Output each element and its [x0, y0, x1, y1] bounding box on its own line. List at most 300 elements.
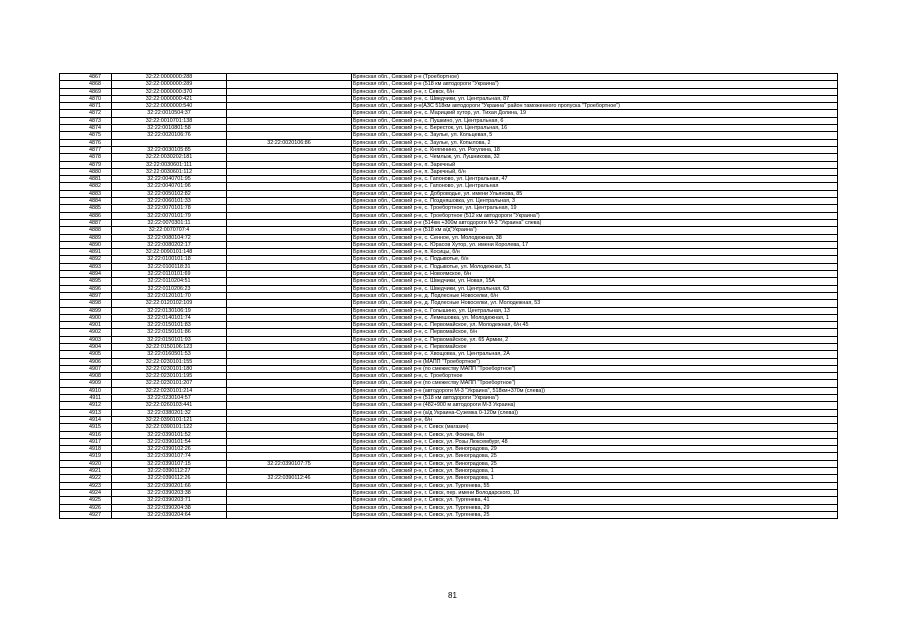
linked-cadastral-number-cell	[227, 271, 352, 278]
row-number-cell: 4879	[60, 161, 112, 168]
table-row	[60, 343, 838, 350]
row-number-cell: 4873	[60, 117, 112, 124]
cadastral-number-cell: 32:22:0060101:33	[112, 198, 227, 205]
row-number-cell: 4925	[60, 497, 112, 504]
cadastral-number-cell: 32:22:0390201:66	[112, 482, 227, 489]
linked-cadastral-number-cell	[227, 504, 352, 511]
address-cell: Брянская обл., Севский р-н, г. Севск, ул. Тургенева, 55	[352, 482, 838, 489]
address-cell: Брянская обл., Севский р-н, с. Лемешовка, ул. Молодежная, 1	[352, 314, 838, 321]
address-cell: Брянская обл., Севский р-н, с. Первомайское, ул. 65 Армии, 2	[352, 336, 838, 343]
table-row	[60, 402, 838, 409]
address-cell: Брянская обл., Севский р-н, с. Подывотье, б/н	[352, 256, 838, 263]
table-row	[60, 278, 838, 285]
cadastral-number-cell: 32:22:0030202:181	[112, 154, 227, 161]
cadastral-number-cell: 32:22:0390101:122	[112, 424, 227, 431]
row-number-cell: 4916	[60, 431, 112, 438]
row-number-cell: 4923	[60, 482, 112, 489]
linked-cadastral-number-cell	[227, 314, 352, 321]
address-cell: Брянская обл., Севский р-н, г. Севск, пер. имени Володарского, 10	[352, 489, 838, 496]
row-number-cell: 4907	[60, 365, 112, 372]
cadastral-number-cell: 32:22:0390204:38	[112, 504, 227, 511]
address-cell: Брянская обл., Севский р-н (518 км автодороги "Украина")	[352, 395, 838, 402]
cadastral-number-cell: 32:22:0100118:31	[112, 263, 227, 270]
linked-cadastral-number-cell	[227, 241, 352, 248]
linked-cadastral-number-cell	[227, 373, 352, 380]
cadastral-number-cell: 32:22:0230101:180	[112, 365, 227, 372]
cadastral-number-cell: 32:22:0000000:421	[112, 95, 227, 102]
cadastral-number-cell: 32:22:0390112:27	[112, 468, 227, 475]
row-number-cell: 4899	[60, 307, 112, 314]
linked-cadastral-number-cell	[227, 409, 352, 416]
address-cell: Брянская обл., Севский р-н, г. Севск, ул. Виноградова, 25	[352, 460, 838, 467]
cadastral-number-cell: 32:22:0140101:74	[112, 314, 227, 321]
cadastral-number-cell: 32:22:0070101:79	[112, 212, 227, 219]
row-number-cell: 4900	[60, 314, 112, 321]
row-number-cell: 4920	[60, 460, 112, 467]
table-row	[60, 154, 838, 161]
address-cell: Брянская обл., Севский р-н, с. Княгинино, ул. Рогулина, 18	[352, 146, 838, 153]
table-row	[60, 74, 838, 81]
linked-cadastral-number-cell	[227, 183, 352, 190]
table-row	[60, 234, 838, 241]
cadastral-number-cell: 32:22:0110101:69	[112, 271, 227, 278]
address-cell: Брянская обл., Севский р-н, г. Севск, ул. Виноградова, 25	[352, 453, 838, 460]
cadastral-number-cell: 32:22:0390102:26	[112, 446, 227, 453]
cadastral-number-cell: 32:22:0230101:195	[112, 373, 227, 380]
row-number-cell: 4875	[60, 132, 112, 139]
cadastral-number-cell: 32:22:0080202:17	[112, 241, 227, 248]
linked-cadastral-number-cell	[227, 446, 352, 453]
cadastral-number-cell: 32:22:0100101:18	[112, 256, 227, 263]
row-number-cell: 4889	[60, 234, 112, 241]
table-row	[60, 117, 838, 124]
row-number-cell: 4919	[60, 453, 112, 460]
table-row	[60, 380, 838, 387]
linked-cadastral-number-cell	[227, 176, 352, 183]
address-cell: Брянская обл., Севский р-н, г. Севск, ул. Розы Люксембург, 48	[352, 438, 838, 445]
row-number-cell: 4913	[60, 409, 112, 416]
row-number-cell: 4911	[60, 395, 112, 402]
cadastral-number-cell: 32:22:0010504:37	[112, 110, 227, 117]
table-row	[60, 103, 838, 110]
cadastral-number-cell: 32:22:0150101:83	[112, 322, 227, 329]
address-cell: Брянская обл., Севский р-н, д. Подлесные Новоселки, ул. Молодежная, 53	[352, 300, 838, 307]
linked-cadastral-number-cell	[227, 190, 352, 197]
address-cell: Брянская обл., Севский р-н, с. Чемлыж, ул. Лушникова, 32	[352, 154, 838, 161]
linked-cadastral-number-cell	[227, 482, 352, 489]
table-row	[60, 183, 838, 190]
row-number-cell: 4894	[60, 271, 112, 278]
table-row	[60, 285, 838, 292]
linked-cadastral-number-cell	[227, 234, 352, 241]
linked-cadastral-number-cell	[227, 351, 352, 358]
table-row	[60, 358, 838, 365]
cadastral-number-cell	[112, 139, 227, 146]
table-row	[60, 132, 838, 139]
table-row	[60, 431, 838, 438]
linked-cadastral-number-cell	[227, 329, 352, 336]
address-cell: Брянская обл., Севский р-н, г. Севск, ул. Тургенева, 29	[352, 504, 838, 511]
row-number-cell: 4908	[60, 373, 112, 380]
linked-cadastral-number-cell	[227, 125, 352, 132]
row-number-cell: 4877	[60, 146, 112, 153]
address-cell: Брянская обл., Севский р-н (514км +300м автодороги М-3 "Украина" слева)	[352, 219, 838, 226]
cadastral-number-cell: 32:22:0000000:370	[112, 88, 227, 95]
row-number-cell: 4910	[60, 387, 112, 394]
row-number-cell: 4921	[60, 468, 112, 475]
row-number-cell: 4892	[60, 256, 112, 263]
address-cell: Брянская обл., Севский р-н(АЗС 518км автодороги "Украина" район таможенного пропуска "Троебортное")	[352, 103, 838, 110]
row-number-cell: 4872	[60, 110, 112, 117]
table-row	[60, 446, 838, 453]
address-cell: Брянская обл., Севский р-н, с. Пушкино, ул. Центральная, 6	[352, 117, 838, 124]
address-cell: Брянская обл., Севский р-н, с. Шведчики, ул. Новая, 15А	[352, 278, 838, 285]
linked-cadastral-number-cell	[227, 74, 352, 81]
address-cell: Брянская обл., Севский р-н, с. Первомайское	[352, 343, 838, 350]
cadastral-number-cell: 32:22:0050102:82	[112, 190, 227, 197]
table-row	[60, 475, 838, 482]
table-row	[60, 256, 838, 263]
linked-cadastral-number-cell	[227, 198, 352, 205]
table-row	[60, 176, 838, 183]
address-cell: Брянская обл., Севский р-н, г. Севск, ул. Тургенева, 41	[352, 497, 838, 504]
table-row	[60, 227, 838, 234]
table-row	[60, 453, 838, 460]
cadastral-number-cell: 32:22:0390101:54	[112, 438, 227, 445]
address-cell: Брянская обл., Севский р-н, п. Заречный	[352, 161, 838, 168]
cadastral-number-cell: 32:22:0390107:15	[112, 460, 227, 467]
linked-cadastral-number-cell	[227, 511, 352, 518]
table-body	[60, 74, 838, 519]
linked-cadastral-number-cell	[227, 205, 352, 212]
row-number-cell: 4897	[60, 292, 112, 299]
row-number-cell: 4881	[60, 176, 112, 183]
linked-cadastral-number-cell	[227, 95, 352, 102]
row-number-cell: 4917	[60, 438, 112, 445]
linked-cadastral-number-cell: 32:22:0020106:86	[227, 139, 352, 146]
table-row	[60, 161, 838, 168]
linked-cadastral-number-cell	[227, 358, 352, 365]
cadastral-number-cell: 32:22:0040701:95	[112, 176, 227, 183]
table-row	[60, 205, 838, 212]
table-row	[60, 489, 838, 496]
row-number-cell: 4912	[60, 402, 112, 409]
address-cell: Брянская обл., Севский р-н, с. Троебортное	[352, 373, 838, 380]
linked-cadastral-number-cell	[227, 168, 352, 175]
row-number-cell: 4914	[60, 416, 112, 423]
table-row	[60, 322, 838, 329]
cadastral-number-cell: 32:22:0390101:121	[112, 416, 227, 423]
address-cell: Брянская обл., Севский р-н, д. Подлесные Новоселки, б/н	[352, 292, 838, 299]
row-number-cell: 4896	[60, 285, 112, 292]
address-cell: Брянская обл., Севский р-н, п. Косицы, б/н	[352, 249, 838, 256]
row-number-cell: 4871	[60, 103, 112, 110]
address-cell: Брянская обл., Севский р-н, г. Севск, ул. Виноградова, 29	[352, 446, 838, 453]
address-cell: Брянская обл., Севский р-н, с. Заулье, ул. Кольцевая, 5	[352, 132, 838, 139]
table-row	[60, 146, 838, 153]
address-cell: Брянская обл., Севский р-н (а/д Украина-Суземка 0-120м (слева))	[352, 409, 838, 416]
table-row	[60, 351, 838, 358]
linked-cadastral-number-cell	[227, 431, 352, 438]
linked-cadastral-number-cell	[227, 336, 352, 343]
cadastral-number-cell: 32:22:0000000:540	[112, 103, 227, 110]
address-cell: Брянская обл., Севский р-н, с. Первомайское, б/н	[352, 329, 838, 336]
linked-cadastral-number-cell	[227, 343, 352, 350]
table-row	[60, 387, 838, 394]
row-number-cell: 4926	[60, 504, 112, 511]
cadastral-number-cell: 32:22:0000000:288	[112, 74, 227, 81]
address-cell: Брянская обл., Севский р-н (по смежеству МАПП "Троебортное")	[352, 365, 838, 372]
row-number-cell: 4895	[60, 278, 112, 285]
linked-cadastral-number-cell: 32:22:0390112:46	[227, 475, 352, 482]
linked-cadastral-number-cell: 32:22:0390107:75	[227, 460, 352, 467]
table-row	[60, 88, 838, 95]
cadastral-number-cell: 32:22:0390112:26	[112, 475, 227, 482]
cadastral-number-cell: 32:22:0390203:38	[112, 489, 227, 496]
table-row	[60, 497, 838, 504]
address-cell: Брянская обл., Севский р-н, с. Гапоново, ул. Центральная, 47	[352, 176, 838, 183]
linked-cadastral-number-cell	[227, 365, 352, 372]
row-number-cell: 4886	[60, 212, 112, 219]
cadastral-number-cell: 32:22:0150101:86	[112, 329, 227, 336]
cadastral-number-cell: 32:22:0070301:11	[112, 219, 227, 226]
row-number-cell: 4868	[60, 81, 112, 88]
page-number: 81	[448, 591, 457, 600]
linked-cadastral-number-cell	[227, 300, 352, 307]
row-number-cell: 4918	[60, 446, 112, 453]
table-row	[60, 329, 838, 336]
address-cell: Брянская обл., Севский р-н, г. Севск, ул. Виноградова, 1	[352, 475, 838, 482]
address-cell: Брянская обл., Севский р-н, с. Шведчики, ул. Центральная, 63	[352, 285, 838, 292]
linked-cadastral-number-cell	[227, 489, 352, 496]
address-cell: Брянская обл., Севский р-н, г. Севск, ул. Тургенева, 25	[352, 511, 838, 518]
linked-cadastral-number-cell	[227, 146, 352, 153]
table-row	[60, 125, 838, 132]
cadastral-number-cell: 32:22:0010701:138	[112, 117, 227, 124]
table-row	[60, 336, 838, 343]
row-number-cell: 4885	[60, 205, 112, 212]
linked-cadastral-number-cell	[227, 81, 352, 88]
table-row	[60, 249, 838, 256]
row-number-cell: 4883	[60, 190, 112, 197]
row-number-cell: 4890	[60, 241, 112, 248]
linked-cadastral-number-cell	[227, 219, 352, 226]
table-row	[60, 212, 838, 219]
row-number-cell: 4901	[60, 322, 112, 329]
row-number-cell: 4924	[60, 489, 112, 496]
linked-cadastral-number-cell	[227, 154, 352, 161]
cadastral-number-cell: 32:22:0150106:123	[112, 343, 227, 350]
row-number-cell: 4867	[60, 74, 112, 81]
cadastral-number-cell: 32:22:0390203:71	[112, 497, 227, 504]
cadastral-number-cell: 32:22:0120102:109	[112, 300, 227, 307]
linked-cadastral-number-cell	[227, 88, 352, 95]
linked-cadastral-number-cell	[227, 497, 352, 504]
linked-cadastral-number-cell	[227, 263, 352, 270]
row-number-cell: 4874	[60, 125, 112, 132]
row-number-cell: 4880	[60, 168, 112, 175]
address-cell: Брянская обл., Севский р-н, п. Заречный, б/н	[352, 168, 838, 175]
cadastral-number-cell: 32:22:0030105:85	[112, 146, 227, 153]
linked-cadastral-number-cell	[227, 110, 352, 117]
linked-cadastral-number-cell	[227, 395, 352, 402]
row-number-cell: 4891	[60, 249, 112, 256]
address-cell: Брянская обл., Севский р-н, б/н	[352, 416, 838, 423]
row-number-cell: 4893	[60, 263, 112, 270]
cadastral-number-cell: 32:22:0080104:72	[112, 234, 227, 241]
table-row	[60, 460, 838, 467]
row-number-cell: 4902	[60, 329, 112, 336]
linked-cadastral-number-cell	[227, 380, 352, 387]
address-cell: Брянская обл., Севский р-н, г. Севск (магазин)	[352, 424, 838, 431]
cadastral-number-cell: 32:22:0020106:76	[112, 132, 227, 139]
cadastral-number-cell: 32:22:0070101:78	[112, 205, 227, 212]
linked-cadastral-number-cell	[227, 117, 352, 124]
address-cell: Брянская обл., Севский р-н, с. Заулье, ул. Копылова, 2	[352, 139, 838, 146]
address-cell: Брянская обл., Севский р-н, с. Троебортное (512 км автодороги "Украина")	[352, 212, 838, 219]
address-cell: Брянская обл., Севский р-н, с. Юрасов Хутор, ул. имени Королева, 17	[352, 241, 838, 248]
table-row	[60, 263, 838, 270]
address-cell: Брянская обл., Севский р-н, с. Подывотье, ул. Молодежная, 51	[352, 263, 838, 270]
cadastral-number-cell: 32:22:0030601:112	[112, 168, 227, 175]
row-number-cell: 4869	[60, 88, 112, 95]
linked-cadastral-number-cell	[227, 132, 352, 139]
cadastral-number-cell: 32:22:0110204:51	[112, 278, 227, 285]
table-row	[60, 307, 838, 314]
table-row	[60, 511, 838, 518]
cadastral-number-cell: 32:22:0230104:57	[112, 395, 227, 402]
cadastral-number-cell: 32:22:0150101:93	[112, 336, 227, 343]
address-cell: Брянская обл., Севский р-н (по смежеству МАПП "Троебортное")	[352, 380, 838, 387]
table-row	[60, 314, 838, 321]
row-number-cell: 4922	[60, 475, 112, 482]
address-cell: Брянская обл., Севский р-н, с. Бересток, ул. Центральная, 16	[352, 125, 838, 132]
cadastral-number-cell: 32:22:0230101:207	[112, 380, 227, 387]
linked-cadastral-number-cell	[227, 161, 352, 168]
table-row	[60, 81, 838, 88]
address-cell: Брянская обл., Севский р-н (518 км а/д"Украина")	[352, 227, 838, 234]
linked-cadastral-number-cell	[227, 307, 352, 314]
address-cell: Брянская обл., Севский р-н, с. Новоямское, б/н	[352, 271, 838, 278]
cadastral-number-cell: 32:22:0000000:289	[112, 81, 227, 88]
cadastral-number-cell: 32:22:0390204:64	[112, 511, 227, 518]
table-row	[60, 139, 838, 146]
linked-cadastral-number-cell	[227, 424, 352, 431]
linked-cadastral-number-cell	[227, 402, 352, 409]
row-number-cell: 4915	[60, 424, 112, 431]
table-row	[60, 365, 838, 372]
row-number-cell: 4882	[60, 183, 112, 190]
table-row	[60, 300, 838, 307]
row-number-cell: 4878	[60, 154, 112, 161]
address-cell: Брянская обл., Севский р-н, с. Доброводье, ул. имени Ульянова, 85	[352, 190, 838, 197]
row-number-cell: 4888	[60, 227, 112, 234]
address-cell: Брянская обл., Севский р-н (Троебортное)	[352, 74, 838, 81]
linked-cadastral-number-cell	[227, 292, 352, 299]
row-number-cell: 4887	[60, 219, 112, 226]
row-number-cell: 4904	[60, 343, 112, 350]
row-number-cell: 4927	[60, 511, 112, 518]
address-cell: Брянская обл., Севский р-н (МАПП "Троебортное")	[352, 358, 838, 365]
cadastral-number-cell: 32:22:0230101:155	[112, 358, 227, 365]
table-row	[60, 241, 838, 248]
table-row	[60, 110, 838, 117]
cadastral-table	[59, 73, 838, 519]
cadastral-number-cell: 32:22:0390107:74	[112, 453, 227, 460]
linked-cadastral-number-cell	[227, 416, 352, 423]
address-cell: Брянская обл., Севский р-н, с. Сенное, ул. Молодежная, 38	[352, 234, 838, 241]
linked-cadastral-number-cell	[227, 227, 352, 234]
table-row	[60, 373, 838, 380]
row-number-cell: 4898	[60, 300, 112, 307]
address-cell: Брянская обл., Севский р-н, г. Севск, ул. Фокина, б/н	[352, 431, 838, 438]
row-number-cell: 4884	[60, 198, 112, 205]
linked-cadastral-number-cell	[227, 322, 352, 329]
cadastral-number-cell: 32:22:0110206:23	[112, 285, 227, 292]
table-row	[60, 416, 838, 423]
address-cell: Брянская обл., Севский р-н, с. Хвощовка, ул. Центральная, 2А	[352, 351, 838, 358]
cadastral-number-cell: 32:22:0030601:111	[112, 161, 227, 168]
table-row	[60, 438, 838, 445]
table-row	[60, 424, 838, 431]
table-row	[60, 409, 838, 416]
cadastral-number-cell: 32:22:0120101:70	[112, 292, 227, 299]
row-number-cell: 4905	[60, 351, 112, 358]
address-cell: Брянская обл., Севский р-н, с. Первомайское, ул. Молодежная, б/н 45	[352, 322, 838, 329]
linked-cadastral-number-cell	[227, 468, 352, 475]
linked-cadastral-number-cell	[227, 256, 352, 263]
table-row	[60, 292, 838, 299]
table-row	[60, 168, 838, 175]
cadastral-number-cell: 32:22:0230101:214	[112, 387, 227, 394]
address-cell: Брянская обл., Севский р-н (518 км автодороги "Украина")	[352, 81, 838, 88]
table-row	[60, 198, 838, 205]
row-number-cell: 4906	[60, 358, 112, 365]
address-cell: Брянская обл., Севский р-н (автодороги М-3 "Украина", 518км+370м (слева))	[352, 387, 838, 394]
linked-cadastral-number-cell	[227, 278, 352, 285]
address-cell: Брянская обл., Севский р-н (482+900 м автодороги М-3 Украина)	[352, 402, 838, 409]
row-number-cell: 4909	[60, 380, 112, 387]
linked-cadastral-number-cell	[227, 453, 352, 460]
cadastral-number-cell: 32:22:0010801:58	[112, 125, 227, 132]
table-row	[60, 95, 838, 102]
table-row	[60, 190, 838, 197]
address-cell: Брянская обл., Севский р-н, с. Гапоново, ул. Центральная	[352, 183, 838, 190]
cadastral-number-cell: 32:22:0040701:96	[112, 183, 227, 190]
table-row	[60, 482, 838, 489]
linked-cadastral-number-cell	[227, 438, 352, 445]
table-row	[60, 219, 838, 226]
address-cell: Брянская обл., Севский р-н, с. Шведчики, ул. Центральная, 87	[352, 95, 838, 102]
table-row	[60, 395, 838, 402]
linked-cadastral-number-cell	[227, 249, 352, 256]
cadastral-number-cell: 32:22:0160501:53	[112, 351, 227, 358]
cadastral-number-cell: 32:22:0070707:4	[112, 227, 227, 234]
cadastral-number-cell: 32:22:0090101:148	[112, 249, 227, 256]
linked-cadastral-number-cell	[227, 387, 352, 394]
table-row	[60, 271, 838, 278]
address-cell: Брянская обл., Севский р-н, г. Севск, б/н	[352, 88, 838, 95]
row-number-cell: 4876	[60, 139, 112, 146]
address-cell: Брянская обл., Севский р-н, с. Поздняшовка, ул. Центральная, 3	[352, 198, 838, 205]
cadastral-number-cell: 32:22:0390101:52	[112, 431, 227, 438]
linked-cadastral-number-cell	[227, 103, 352, 110]
table-row	[60, 468, 838, 475]
linked-cadastral-number-cell	[227, 285, 352, 292]
cadastral-number-cell: 32:22:0130106:19	[112, 307, 227, 314]
address-cell: Брянская обл., Севский р-н, с. Троебортное, ул. Центральная, 19	[352, 205, 838, 212]
row-number-cell: 4870	[60, 95, 112, 102]
